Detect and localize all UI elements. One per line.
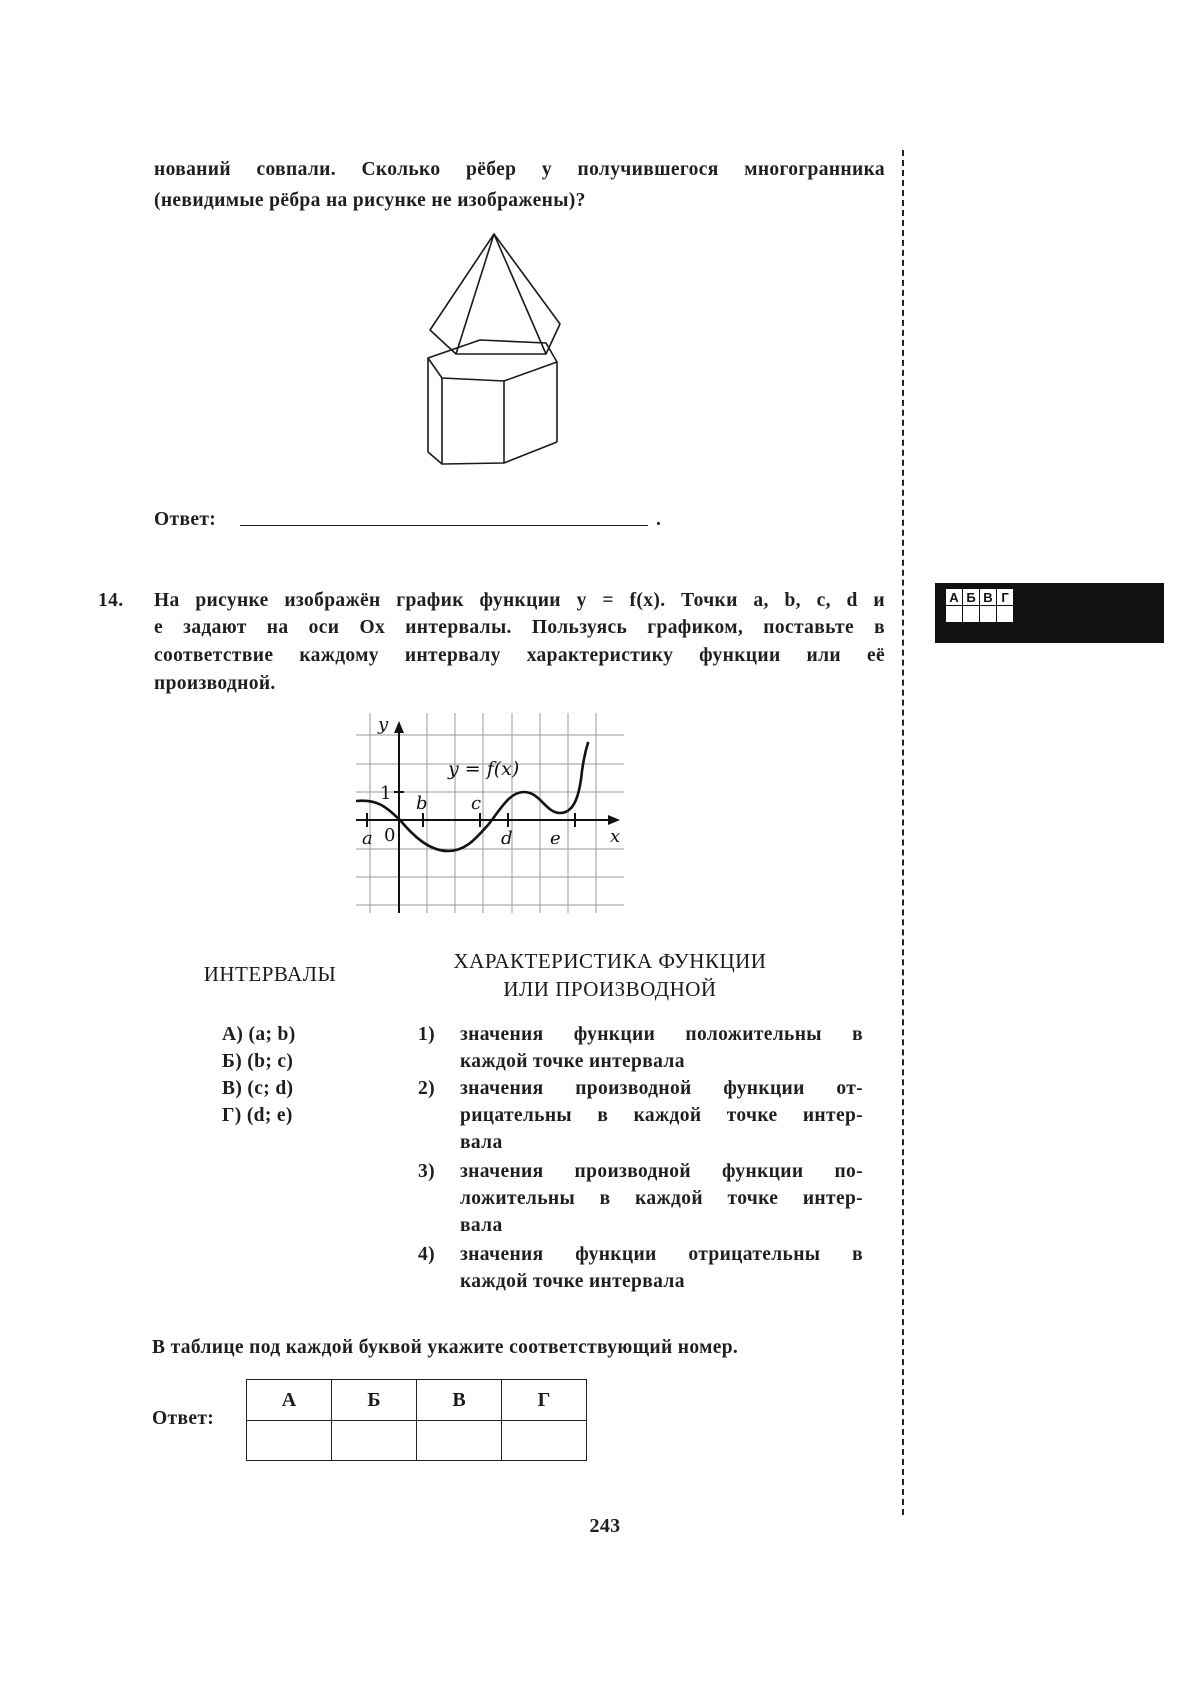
intervals-heading: ИНТЕРВАЛЫ: [203, 962, 337, 986]
characteristic-2-number: 2): [418, 1078, 435, 1099]
pyramid-outline: [430, 234, 560, 354]
hint-cell-b[interactable]: [963, 606, 980, 623]
point-label-a: a: [362, 828, 373, 849]
problem14-line-3: соответствие каждому интервалу характеристику функции или её: [154, 645, 885, 666]
answer-header-b: Б: [332, 1380, 417, 1421]
answer-hint-box: [935, 583, 1164, 643]
hint-cell-v[interactable]: [980, 606, 997, 623]
answer-cell-b[interactable]: [332, 1421, 417, 1461]
characteristic-3-line-2: ложительны в каждой точке интер-: [460, 1188, 863, 1209]
characteristic-3-line-1: значения производной функции по-: [460, 1161, 863, 1182]
y-axis-arrow: [394, 721, 404, 733]
answer-header-v: В: [417, 1380, 502, 1421]
hint-cell-g[interactable]: [997, 606, 1014, 623]
x-axis-arrow: [608, 815, 620, 825]
hint-letter-a: А: [946, 589, 963, 606]
answer-dot-13: .: [656, 509, 662, 530]
characteristic-4-line-2: каждой точке интервала: [460, 1271, 685, 1292]
characteristic-4-line-1: значения функции отрицательны в: [460, 1244, 863, 1265]
point-label-c: c: [471, 793, 482, 814]
pyramid-edge-1: [456, 234, 494, 354]
answer-header-g: Г: [502, 1380, 587, 1421]
characteristic-3-number: 3): [418, 1161, 435, 1182]
hint-letter-g: Г: [997, 589, 1014, 606]
y-one-label: 1: [380, 783, 392, 804]
answer-cell-v[interactable]: [417, 1421, 502, 1461]
problem14-number: 14.: [98, 590, 124, 611]
hint-letter-grid: [945, 588, 1014, 623]
answer-cell-a[interactable]: [247, 1421, 332, 1461]
page-number: 243: [589, 1515, 621, 1537]
origin-label: 0: [384, 825, 396, 846]
problem14-line-4: производной.: [154, 673, 276, 694]
point-label-b: b: [416, 793, 428, 814]
answer-cell-g[interactable]: [502, 1421, 587, 1461]
point-label-d: d: [501, 828, 513, 849]
characteristic-2-line-3: вала: [460, 1132, 503, 1153]
characteristic-2-line-2: рицательны в каждой точке интер-: [460, 1105, 863, 1126]
interval-v: В) (c; d): [222, 1078, 294, 1099]
characteristic-3-line-3: вала: [460, 1215, 503, 1236]
problem14-line-2: e задают на оси Ox интервалы. Пользуясь графиком, поставьте в: [154, 617, 885, 638]
characteristic-heading-2: ИЛИ ПРОИЗВОДНОЙ: [503, 977, 717, 1001]
function-label: y = f(x): [448, 758, 520, 780]
characteristic-4-number: 4): [418, 1244, 435, 1265]
hint-letter-v: В: [980, 589, 997, 606]
y-axis-label: y: [378, 714, 389, 735]
characteristic-1-line-2: каждой точке интервала: [460, 1051, 685, 1072]
answer-table: [246, 1379, 587, 1461]
problem13-line-2: (невидимые рёбра на рисунке не изображены)?: [154, 190, 586, 211]
interval-a: А) (a; b): [222, 1024, 296, 1045]
answer-label-14: Ответ:: [152, 1408, 215, 1429]
polyhedron-figure: [420, 228, 570, 468]
x-axis-label: x: [610, 826, 621, 847]
function-graph: [356, 713, 628, 913]
cut-line: [902, 150, 904, 1515]
hint-cell-a[interactable]: [946, 606, 963, 623]
answer-label-13: Ответ:: [154, 509, 217, 530]
characteristic-2-line-1: значения производной функции от-: [460, 1078, 863, 1099]
characteristic-1-number: 1): [418, 1024, 435, 1045]
problem13-line-1: нований совпали. Сколько рёбер у получившегося многогранника: [154, 159, 885, 180]
prism-bottom-edges: [428, 442, 557, 464]
characteristic-1-line-1: значения функции положительны в: [460, 1024, 863, 1045]
graph-grid: [356, 713, 624, 913]
interval-b: Б) (b; c): [222, 1051, 294, 1072]
answer-input-13[interactable]: [240, 525, 648, 526]
problem14-line-1: На рисунке изображён график функции y = f(x). Точки a, b, c, d и: [154, 590, 885, 611]
answer-header-a: А: [247, 1380, 332, 1421]
table-instruction: В таблице под каждой буквой укажите соответствующий номер.: [152, 1337, 739, 1358]
hint-letter-b: Б: [963, 589, 980, 606]
characteristic-heading-1: ХАРАКТЕРИСТИКА ФУНКЦИИ: [453, 949, 767, 973]
point-label-e: e: [550, 828, 561, 849]
interval-g: Г) (d; e): [222, 1105, 293, 1126]
